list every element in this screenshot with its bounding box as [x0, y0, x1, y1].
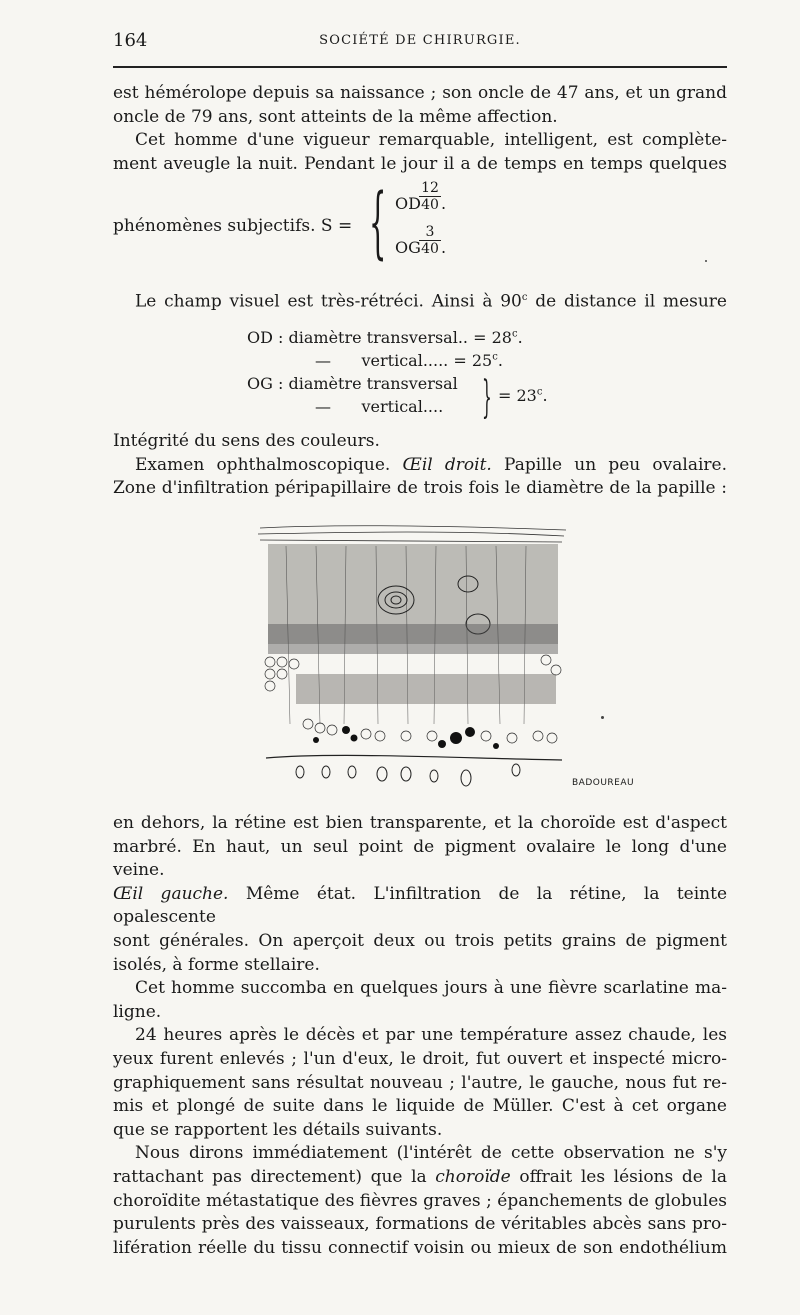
text-line: ligne.	[113, 1001, 162, 1022]
text-line: Zone d'infiltration péripapillaire de trois fois le diamètre de la papille :	[113, 478, 727, 499]
text-line: mis et plongé de suite dans le liquide de Müller. C'est à cet organe	[113, 1096, 727, 1117]
measure-row: OD : diamètre transversal.. = $28^c$.	[247, 328, 523, 347]
italic-span: Œil gauche.	[113, 883, 229, 904]
measure-row: OG : diamètre transversal	[247, 374, 458, 393]
og-label: OG	[395, 238, 421, 257]
field-paragraph	[113, 286, 727, 314]
text-line: oncle de 79 ans, sont atteints de la même affection.	[113, 106, 558, 127]
visual-acuity-formula	[113, 178, 727, 270]
retina-histology-figure	[256, 524, 568, 796]
field-text-b: de distance il mesure	[527, 291, 727, 312]
text-line: graphiquement sans résultat nouveau ; l'autre, le gauche, nous fut re-	[113, 1072, 727, 1093]
text-line: marbré. En haut, un seul point de pigment ovalaire le long d'une veine.	[113, 836, 727, 881]
curly-brace: {	[369, 178, 387, 268]
text-span: Examen ophthalmoscopique.	[135, 454, 403, 475]
running-header	[113, 30, 727, 56]
text-line: que se rapportent les détails suivants.	[113, 1119, 443, 1140]
od-fraction	[419, 180, 441, 213]
measure-label: OD : diamètre transversal.. = 28	[247, 328, 512, 347]
measure-brace: }	[482, 372, 492, 423]
header-rule	[113, 66, 727, 68]
text-span: rattachant pas directement) que la	[113, 1166, 436, 1187]
color-exam-paragraph	[113, 430, 727, 501]
italic-span: Œil droit.	[402, 454, 492, 475]
text-line: ment aveugle la nuit. Pendant le jour il a de temps en temps quelques	[113, 153, 727, 174]
od-denominator: 40	[419, 196, 441, 213]
speck	[601, 716, 604, 719]
running-title: SOCIÉTÉ DE CHIRURGIE.	[319, 33, 521, 48]
text-line	[113, 286, 727, 314]
measure-label: — vertical..... = 25	[315, 351, 493, 370]
measure-sup: c	[511, 328, 518, 340]
field-text-a: Le champ visuel est très-rétréci. Ainsi à 90	[135, 291, 522, 312]
text-line: lifération réelle du tissu connectif voisin ou mieux de son endothélium	[113, 1237, 727, 1258]
text-line: isolés, à forme stellaire.	[113, 954, 320, 975]
text-line: purulents près des vaisseaux, formations de véritables abcès sans pro-	[113, 1214, 727, 1235]
measure-value: = 23	[498, 386, 537, 405]
text-line: Intégrité du sens des couleurs.	[113, 431, 380, 451]
measure-sup: c	[492, 351, 498, 363]
text-line: yeux furent enlevés ; l'un d'eux, le droit, fut ouvert et inspecté micro-	[113, 1048, 727, 1069]
text-line	[113, 1166, 727, 1190]
od-numerator: 12	[421, 180, 439, 196]
og-period: .	[441, 238, 447, 257]
text-line	[113, 883, 727, 930]
og-denominator: 40	[419, 240, 441, 257]
text-line: est hémérolope depuis sa naissance ; son oncle de 47 ans, et un grand	[113, 83, 727, 103]
text-line: Nous dirons immédiatement (l'intérêt de cette observation ne s'y	[135, 1143, 727, 1164]
text-line: sont générales. On aperçoit deux ou trois petits grains de pigment	[113, 930, 727, 951]
measure-shared-value: = $23^c$.	[498, 386, 548, 405]
od-period: .	[441, 194, 447, 213]
text-line: Cet homme d'une vigueur remarquable, intelligent, est complète-	[135, 130, 727, 151]
text-line: en dehors, la rétine est bien transparente, et la choroïde est d'aspect	[113, 813, 727, 833]
measure-row: — vertical....	[315, 397, 444, 416]
measure-row: — vertical..... = $25^c$.	[315, 351, 503, 370]
measure-sup: c	[536, 386, 543, 398]
formula-label: phénomènes subjectifs. S =	[113, 216, 353, 236]
intro-paragraph	[113, 82, 727, 176]
field-sup: c	[521, 292, 528, 303]
text-line: Cet homme succomba en quelques jours à une fièvre scarlatine ma-	[135, 978, 727, 999]
main-paragraph	[113, 812, 727, 1260]
og-fraction	[419, 224, 441, 257]
engraver-signature: BADOUREAU	[572, 778, 635, 788]
text-span: offrait les lésions de la	[510, 1166, 727, 1187]
text-line: 24 heures après le décès et par une température assez chaude, les	[135, 1025, 727, 1046]
od-label: OD	[395, 194, 421, 213]
text-span: Papille un peu ovalaire.	[491, 454, 728, 475]
italic-span: choroïde	[435, 1166, 511, 1187]
text-line: choroïdite métastatique des fièvres graves ; épanchements de globules	[113, 1190, 727, 1211]
text-line	[113, 454, 727, 478]
page-number: 164	[113, 30, 148, 51]
speck	[705, 260, 707, 262]
text-span: Même état. L'infiltration de la rétine, la teinte opalescente	[113, 883, 728, 928]
og-numerator: 3	[425, 224, 435, 240]
